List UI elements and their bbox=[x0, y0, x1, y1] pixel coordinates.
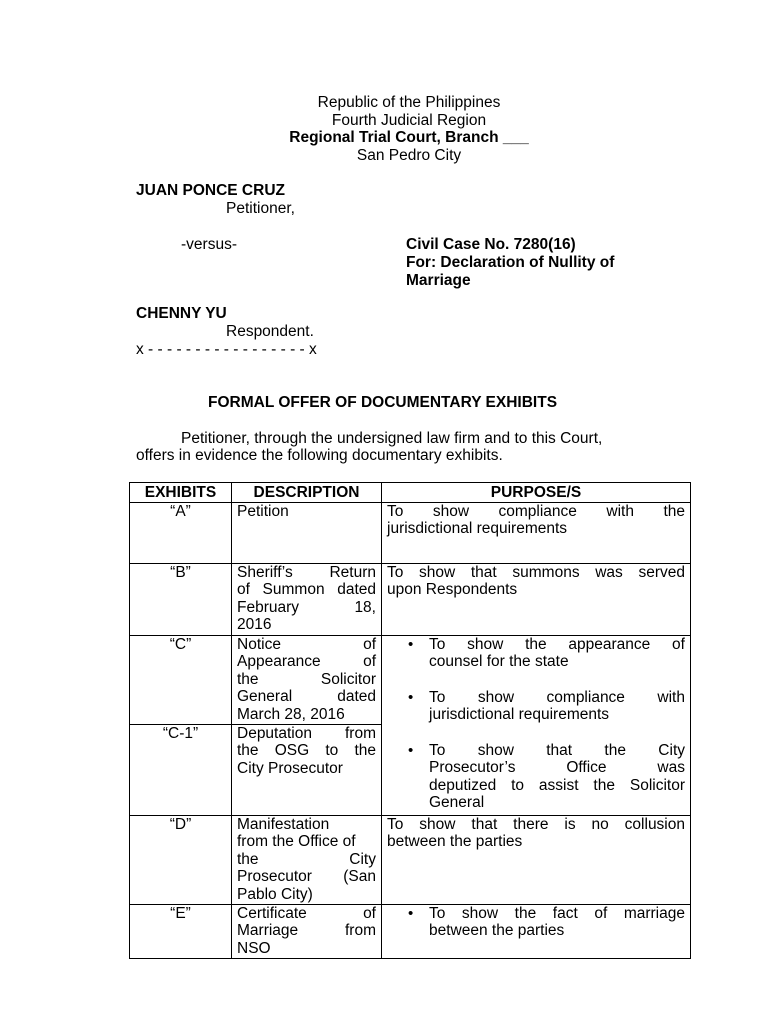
purpose-line: upon Respondents bbox=[387, 581, 518, 598]
table-row bbox=[130, 815, 691, 904]
purpose-bullet-item bbox=[387, 636, 685, 671]
description-line: Certificate of bbox=[237, 904, 376, 922]
purpose-line: deputized to assist the Solicitor bbox=[429, 776, 685, 794]
purpose-line: To show the appearance of bbox=[429, 635, 685, 653]
respondent-name: CHENNY YU bbox=[136, 305, 227, 322]
description-line: Appearance of bbox=[237, 653, 376, 670]
purpose-bullet-list bbox=[387, 905, 685, 940]
description-line: Manifestation bbox=[237, 815, 330, 833]
exhibit-purpose bbox=[382, 904, 691, 958]
petitioner-role: Petitioner, bbox=[226, 200, 295, 217]
table-row bbox=[130, 502, 691, 563]
header-purpose: PURPOSE/S bbox=[382, 483, 691, 503]
court-region: Fourth Judicial Region bbox=[331, 112, 487, 129]
case-nature-line1: For: Declaration of Nullity of bbox=[406, 254, 615, 271]
description-line: Sheriff’s Return bbox=[237, 563, 376, 581]
purpose-line: General bbox=[429, 794, 485, 811]
exhibit-description bbox=[232, 815, 382, 904]
exhibit-label: “D” bbox=[130, 815, 232, 904]
petitioner-name: JUAN PONCE CRUZ bbox=[136, 182, 285, 199]
purpose-line: To show the fact of marriage bbox=[429, 904, 685, 922]
exhibit-description bbox=[232, 563, 382, 635]
description-line: 2016 bbox=[237, 616, 272, 633]
purpose-bullet-list bbox=[387, 636, 685, 812]
purpose-line: jurisdictional requirements bbox=[429, 706, 610, 723]
purpose-line: Prosecutor’s Office was bbox=[429, 759, 685, 776]
exhibit-description bbox=[232, 904, 382, 958]
table-row bbox=[130, 635, 691, 724]
description-line: of Summon dated bbox=[237, 581, 376, 598]
purpose-line: To show compliance with the bbox=[387, 502, 685, 520]
purpose-line: between the parties bbox=[387, 833, 523, 850]
intro-line1: Petitioner, through the undersigned law firm and to this Court, bbox=[181, 430, 603, 447]
exhibit-purpose bbox=[382, 563, 691, 635]
table-row bbox=[130, 563, 691, 635]
exhibit-purpose bbox=[382, 635, 691, 815]
exhibit-label: “C-1” bbox=[130, 724, 232, 815]
description-line: Notice of bbox=[237, 635, 376, 653]
purpose-line: counsel for the state bbox=[429, 653, 569, 670]
purpose-line: To show that summons was served bbox=[387, 563, 685, 581]
case-number: Civil Case No. 7280(16) bbox=[406, 236, 576, 253]
purpose-bullet-item bbox=[387, 689, 685, 724]
exhibit-description bbox=[232, 502, 382, 563]
bullet-icon: • bbox=[408, 741, 414, 759]
purpose-line: To show that the City bbox=[429, 741, 685, 759]
exhibit-description bbox=[232, 724, 382, 815]
bullet-icon: • bbox=[408, 904, 414, 922]
exhibit-label: “B” bbox=[130, 563, 232, 635]
description-line: the Solicitor bbox=[237, 670, 376, 688]
header-exhibits: EXHIBITS bbox=[130, 483, 232, 503]
exhibit-label: “C” bbox=[130, 635, 232, 724]
description-line: the OSG to the bbox=[237, 742, 376, 759]
caption-separator: x - - - - - - - - - - - - - - - - - x bbox=[136, 341, 317, 358]
description-line: Pablo City) bbox=[237, 885, 313, 903]
versus-label: -versus- bbox=[181, 236, 237, 253]
description-line: Marriage from bbox=[237, 922, 376, 939]
court-republic: Republic of the Philippines bbox=[317, 94, 501, 111]
description-line: City Prosecutor bbox=[237, 759, 343, 777]
purpose-line: between the parties bbox=[429, 922, 565, 939]
description-line: NSO bbox=[237, 939, 271, 957]
bullet-icon: • bbox=[408, 635, 414, 653]
exhibits-table bbox=[129, 482, 691, 959]
exhibit-purpose bbox=[382, 502, 691, 563]
purpose-line: jurisdictional requirements bbox=[387, 520, 568, 537]
purpose-bullet-item bbox=[387, 742, 685, 812]
description-line: Deputation from bbox=[237, 724, 376, 742]
header-description: DESCRIPTION bbox=[232, 483, 382, 503]
exhibit-purpose bbox=[382, 815, 691, 904]
exhibit-label: “E” bbox=[130, 904, 232, 958]
description-line: from the Office of bbox=[237, 833, 356, 850]
bullet-icon: • bbox=[408, 688, 414, 706]
purpose-line: To show that there is no collusion bbox=[387, 815, 685, 833]
table-row bbox=[130, 904, 691, 958]
respondent-role: Respondent. bbox=[226, 323, 314, 340]
description-line: Prosecutor (San bbox=[237, 868, 376, 885]
court-city: San Pedro City bbox=[356, 147, 462, 164]
court-branch: Regional Trial Court, Branch ___ bbox=[289, 129, 529, 146]
description-line: March 28, 2016 bbox=[237, 705, 345, 723]
exhibit-label: “A” bbox=[130, 502, 232, 563]
exhibit-description bbox=[232, 635, 382, 724]
intro-line2: offers in evidence the following documentary exhibits. bbox=[136, 447, 503, 464]
table-header-row bbox=[130, 483, 691, 503]
document-title: FORMAL OFFER OF DOCUMENTARY EXHIBITS bbox=[208, 394, 558, 411]
case-nature-line2: Marriage bbox=[406, 272, 471, 289]
description-line: Petition bbox=[237, 502, 289, 520]
purpose-line: To show compliance with bbox=[429, 688, 685, 706]
description-line: General dated bbox=[237, 688, 376, 705]
purpose-bullet-item bbox=[387, 905, 685, 940]
description-line: February 18, bbox=[237, 598, 376, 616]
description-line: the City bbox=[237, 850, 376, 868]
